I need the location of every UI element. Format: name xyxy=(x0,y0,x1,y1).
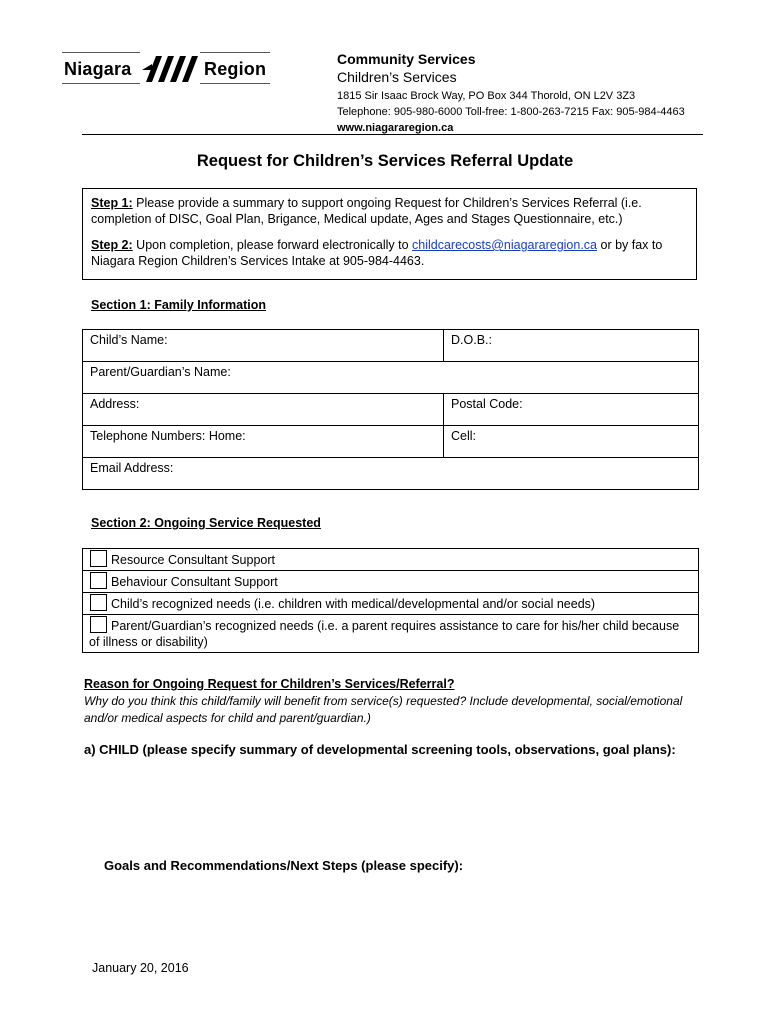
section-2-heading: Section 2: Ongoing Service Requested xyxy=(91,516,321,530)
dept-name: Children’s Services xyxy=(337,69,457,85)
cell-phone-field[interactable] xyxy=(444,426,699,458)
service-option-child-needs xyxy=(83,593,699,615)
step-2 xyxy=(91,237,688,269)
org-address: 1815 Sir Isaac Brock Way, PO Box 344 Thorold, ON L2V 3Z3 xyxy=(337,90,636,102)
parent-name-label: Parent/Guardian’s Name: xyxy=(90,365,231,379)
step-1-label: Step 1: xyxy=(91,196,133,210)
intake-email-link[interactable]: childcarecosts@niagararegion.ca xyxy=(412,238,598,252)
postal-code-label: Postal Code: xyxy=(451,397,523,411)
parent-needs-checkbox[interactable] xyxy=(90,616,107,633)
step-2-text-a: Upon completion, please forward electronically to xyxy=(132,238,412,252)
step-2-label: Step 2: xyxy=(91,238,133,252)
parent-name-field[interactable] xyxy=(83,362,699,394)
header-contact-block xyxy=(337,50,685,136)
waterfall-icon xyxy=(142,54,200,84)
email-label: Email Address: xyxy=(90,461,174,475)
page-title: Request for Children’s Services Referral Update xyxy=(196,152,574,170)
address-label: Address: xyxy=(90,397,140,411)
logo-rule-bottom-left xyxy=(62,83,140,84)
service-option-label: Resource Consultant Support xyxy=(111,553,275,567)
postal-code-field[interactable] xyxy=(444,394,699,426)
address-field[interactable] xyxy=(83,394,444,426)
org-website[interactable]: www.niagararegion.ca xyxy=(337,122,454,134)
reason-subtext: Why do you think this child/family will benefit from service(s) requested? Include developmental, social/emotional and/or medical aspects for child and parent/guardian.) xyxy=(84,694,683,725)
child-summary-prompt: a) CHILD (please specify summary of developmental screening tools, observations, goal plans): xyxy=(84,742,676,757)
resource-consultant-checkbox[interactable] xyxy=(90,550,107,567)
org-name: Community Services xyxy=(337,51,476,67)
home-phone-label: Telephone Numbers: Home: xyxy=(90,429,246,443)
childs-name-field[interactable] xyxy=(83,330,444,362)
service-option-label: Parent/Guardian’s recognized needs (i.e. a parent requires assistance to care for his/her child because of illness or disability) xyxy=(89,619,680,649)
behaviour-consultant-checkbox[interactable] xyxy=(90,572,107,589)
goals-prompt: Goals and Recommendations/Next Steps (please specify): xyxy=(104,858,464,873)
service-option-resource xyxy=(83,549,699,571)
instructions-box xyxy=(82,188,697,280)
childs-name-label: Child’s Name: xyxy=(90,333,168,347)
step-2-text-b: or by fax to Niagara Region Children’s Services Intake at 905-984-4463. xyxy=(91,238,663,268)
service-option-behaviour xyxy=(83,571,699,593)
logo-text-right: Region xyxy=(204,59,267,79)
service-option-parent-needs xyxy=(83,615,699,653)
child-needs-checkbox[interactable] xyxy=(90,594,107,611)
dob-label: D.O.B.: xyxy=(451,333,492,347)
services-table xyxy=(82,548,699,653)
org-phones: Telephone: 905-980-6000 Toll-free: 1-800-263-7215 Fax: 905-984-4463 xyxy=(337,106,685,118)
step-1-text: Please provide a summary to support ongoing Request for Children’s Services Referral (i.e. completion of DISC, Goal Plan, Brigance, Medical update, Ages and Stages Questionnaire, etc.) xyxy=(91,196,642,226)
family-info-table xyxy=(82,329,699,490)
service-option-label: Child’s recognized needs (i.e. children with medical/developmental and/or social needs) xyxy=(111,597,596,611)
logo-rule-bottom-right xyxy=(200,83,270,84)
reason-block xyxy=(84,676,694,727)
step-1 xyxy=(91,195,688,227)
cell-phone-label: Cell: xyxy=(451,429,477,443)
home-phone-field[interactable] xyxy=(83,426,444,458)
email-field[interactable] xyxy=(83,458,699,490)
reason-heading: Reason for Ongoing Request for Children’s Services/Referral? xyxy=(84,677,455,691)
logo-text-left: Niagara xyxy=(64,59,132,79)
section-1-heading: Section 1: Family Information xyxy=(91,298,267,312)
service-option-label: Behaviour Consultant Support xyxy=(111,575,278,589)
logo-rule-top-right xyxy=(200,52,270,53)
dob-field[interactable] xyxy=(444,330,699,362)
footer-date: January 20, 2016 xyxy=(92,961,189,975)
niagara-region-logo xyxy=(62,52,270,86)
logo-rule-top-left xyxy=(62,52,140,53)
header-divider xyxy=(82,134,703,135)
